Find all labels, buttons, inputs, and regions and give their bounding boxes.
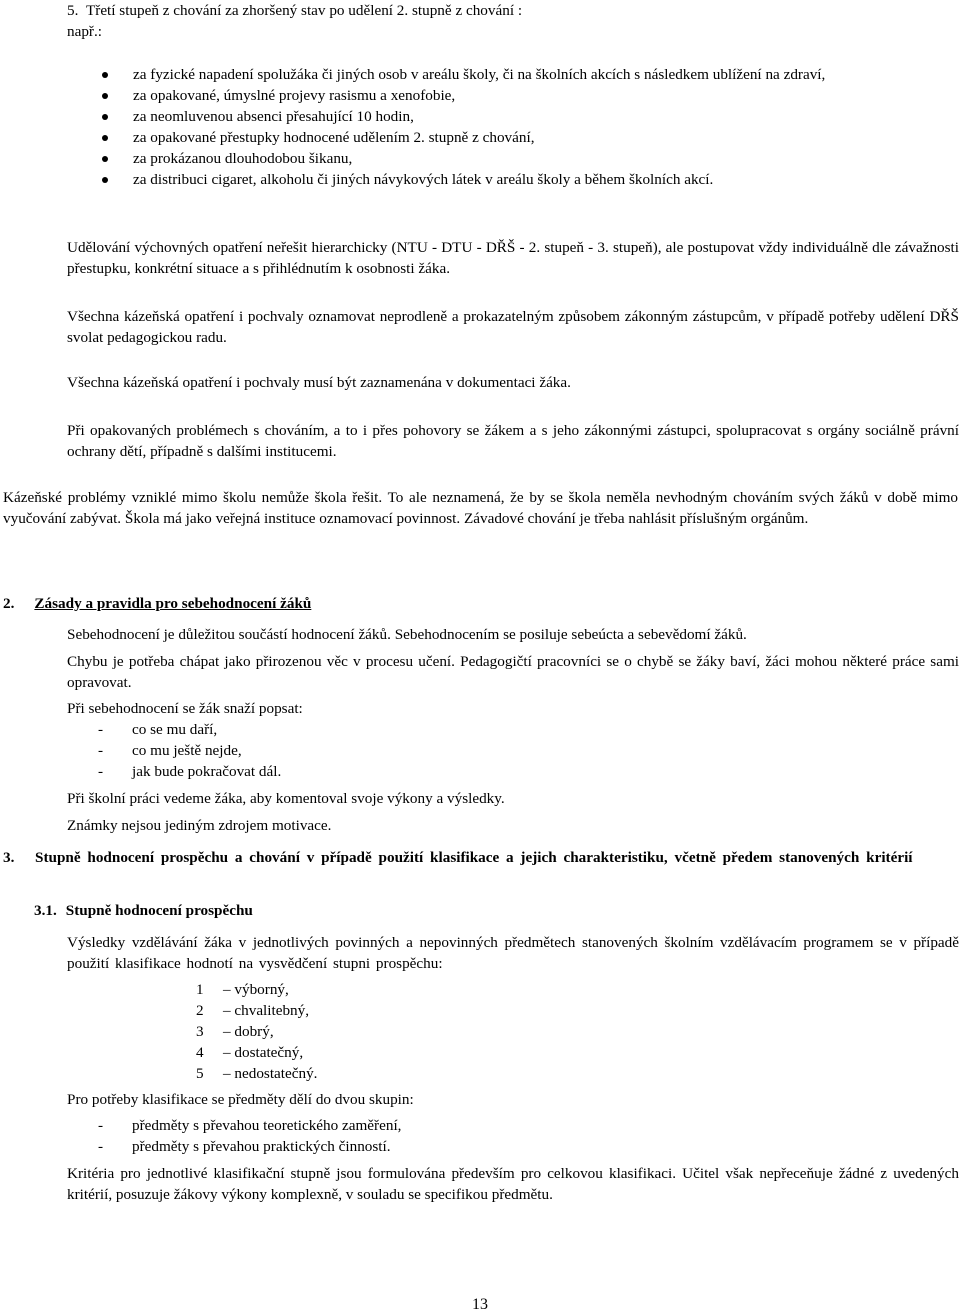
grade-list [196,979,317,1084]
list-item: za opakované, úmyslné projevy rasismu a xenofobie, [98,85,948,106]
grade-label: – výborný, [223,981,289,998]
section31-heading [34,900,253,921]
paragraph-record: Všechna kázeňská opatření i pochvaly musí být zaznamenána v dokumentaci žáka. [67,374,571,391]
list-item: - co mu ještě nejde, [98,740,281,761]
section31-p2: Pro potřeby klasifikace se předměty dělí do dvou skupin: [67,1091,414,1108]
grade-label: – dobrý, [223,1023,274,1040]
section3-title: Stupně hodnocení prospěchu a chování v případě použití klasifikace a jejich charakteristiku, včetně předem stanovených kritérií [35,849,913,866]
section2-p4: Při školní práci vedeme žáka, aby komentoval svoje výkony a výsledky. [67,790,505,807]
section5-intro-cont: např.: [67,23,103,40]
list-item: - předměty s převahou teoretického zaměření, [98,1115,401,1136]
paragraph-hierarchy: Udělování výchovných opatření neřešit hierarchicky (NTU - DTU - DŘŠ - 2. stupeň - 3. stupeň), ale postupovat vždy individuálně dle závažnosti přestupku, konkrétní situace a s přihlédnutím k osobnosti žáka. [67,239,959,277]
page-number: 13 [472,1296,488,1313]
list-item [196,1042,317,1063]
section5-intro: 5. Třetí stupeň z chování za zhoršený stav po udělení 2. stupně z chování : [67,2,523,19]
list-item: za distribuci cigaret, alkoholu či jiných návykových látek v areálu školy a během školních akcí. [98,169,948,190]
section2-title: Zásady a pravidla pro sebehodnocení žáků [34,595,312,612]
section31-title: Stupně hodnocení prospěchu [65,902,253,919]
grade-label: – nedostatečný. [223,1065,318,1082]
section2-p1: Sebehodnocení je důležitou součástí hodnocení žáků. Sebehodnocením se posiluje sebeúcta a sebevědomí žáků. [67,626,747,643]
list-item [196,1021,317,1042]
section2-p5: Známky nejsou jediným zdrojem motivace. [67,817,332,834]
section31-p3: Kritéria pro jednotlivé klasifikační stupně jsou formulována především pro celkovou klasifikaci. Učitel však nepřeceňuje žádné z uvedených kritérií, posuzuje žákovy výkony komplexně, v souladu se specifikou předmětu. [67,1165,959,1203]
subject-groups-list [98,1115,401,1157]
list-item [196,1063,317,1084]
section31-p1: Výsledky vzdělávání žáka v jednotlivých povinných a nepovinných předmětech stanovených školním vzdělávacím programem se v případě použití klasifikace hodnotí na vysvědčení stupni prospěchu: [67,934,959,972]
paragraph-outside-school: Kázeňské problémy vzniklé mimo školu nemůže škola řešit. To ale neznamená, že by se škola neměla nevhodným chováním svých žáků v době mimo vyučování zabývat. Škola má jako veřejná instituce oznamovací povinnost. Závadové chování je třeba nahlásit příslušným orgánům. [3,489,958,527]
list-item [196,1000,317,1021]
section5-bullet-list [98,64,948,190]
section2-p3: Při sebehodnocení se žák snaží popsat: [67,700,303,717]
list-item: za opakované přestupky hodnocené udělením 2. stupně z chování, [98,127,948,148]
section2-number: 2. [3,595,15,612]
grade-number: 1 [196,981,204,998]
list-item: - předměty s převahou praktických činností. [98,1136,401,1157]
grade-number: 4 [196,1044,204,1061]
list-item: za prokázanou dlouhodobou šikanu, [98,148,948,169]
list-item: - co se mu daří, [98,719,281,740]
grade-label: – chvalitebný, [223,1002,310,1019]
self-evaluation-list [98,719,281,782]
list-item: - jak bude pokračovat dál. [98,761,281,782]
paragraph-notify: Všechna kázeňská opatření i pochvaly oznamovat neprodleně a prokazatelným způsobem zákonným zástupcům, v případě potřeby udělení DŘŠ svolat pedagogickou radu. [67,308,959,346]
section2-heading [3,593,311,614]
list-item: za fyzické napadení spolužáka či jiných osob v areálu školy, či na školních akcích s následkem ublížení na zdraví, [98,64,948,85]
section3-heading [3,847,958,868]
section31-number: 3.1. [34,902,57,919]
list-item [196,979,317,1000]
section2-p2: Chybu je potřeba chápat jako přirozenou věc v procesu učení. Pedagogičtí pracovníci se o chybě se žáky baví, žáci mohou některé práce sami opravovat. [67,653,959,691]
grade-label: – dostatečný, [223,1044,304,1061]
list-item: za neomluvenou absenci přesahující 10 hodin, [98,106,948,127]
grade-number: 5 [196,1065,204,1082]
grade-number: 2 [196,1002,204,1019]
section3-number: 3. [3,849,15,866]
grade-number: 3 [196,1023,204,1040]
paragraph-cooperation: Při opakovaných problémech s chováním, a to i přes pohovory se žákem a s jeho zákonnými zástupci, spolupracovat s orgány sociálně právní ochrany dětí, případně s dalšími institucemi. [67,422,959,460]
